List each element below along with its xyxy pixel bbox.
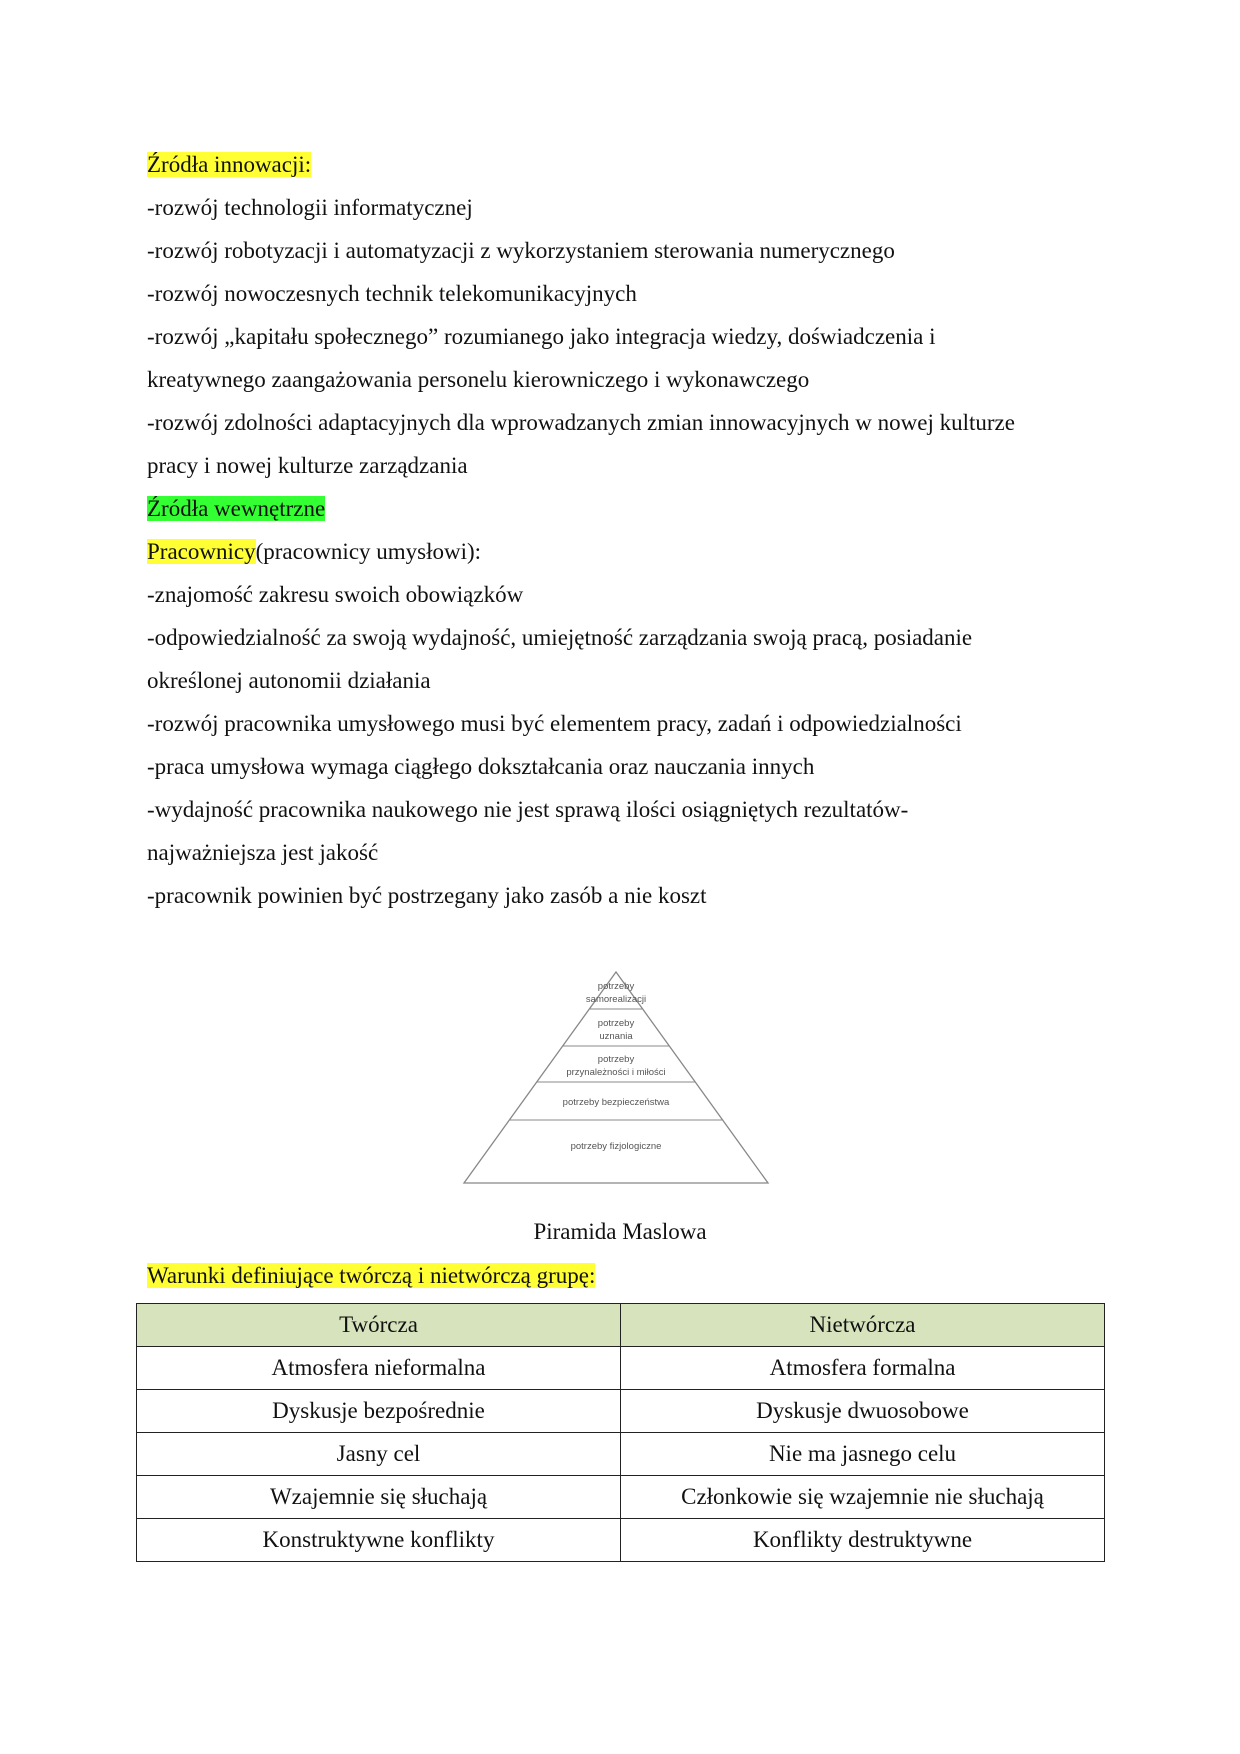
text-line: -rozwój zdolności adaptacyjnych dla wprowadzanych zmian innowacyjnych w nowej kulturze	[147, 410, 1015, 435]
table-cell: Dyskusje dwuosobowe	[621, 1390, 1105, 1433]
table-row	[137, 1390, 1105, 1433]
table-cell: Atmosfera nieformalna	[137, 1347, 621, 1390]
text-line: -rozwój pracownika umysłowego musi być elementem pracy, zadań i odpowiedzialności	[147, 711, 962, 736]
text-line: -odpowiedzialność za swoją wydajność, umiejętność zarządzania swoją pracą, posiadanie	[147, 625, 973, 650]
section-heading-employees: Pracownicy(pracownicy umysłowi):	[147, 539, 482, 564]
text-line: -rozwój nowoczesnych technik telekomunikacyjnych	[147, 281, 637, 306]
pyramid-level-label: potrzeby	[597, 1054, 635, 1065]
groups-table-heading: Warunki definiujące twórczą i nietwórczą grupę:	[147, 1263, 596, 1288]
text-line: -pracownik powinien być postrzegany jako zasób a nie koszt	[147, 883, 707, 908]
text-line: określonej autonomii działania	[147, 668, 431, 693]
text-line: -praca umysłowa wymaga ciągłego dokształcania oraz nauczania innych	[147, 754, 815, 779]
table-cell: Jasny cel	[137, 1433, 621, 1476]
pyramid-caption: Piramida Maslowa	[533, 1219, 707, 1244]
table-row	[137, 1347, 1105, 1390]
table-cell: Konstruktywne konflikty	[137, 1519, 621, 1562]
pyramid-level-label: potrzeby	[597, 981, 635, 992]
text-line: -znajomość zakresu swoich obowiązków	[147, 582, 524, 607]
table-cell: Konflikty destruktywne	[621, 1519, 1105, 1562]
text-line: -rozwój robotyzacji i automatyzacji z wykorzystaniem sterowania numerycznego	[147, 238, 895, 263]
table-cell: Nie ma jasnego celu	[621, 1433, 1105, 1476]
table-cell: Wzajemnie się słuchają	[137, 1476, 621, 1519]
section-heading-internal-sources: Źródła wewnętrzne	[147, 496, 326, 521]
pyramid-level-label: uznania	[599, 1031, 633, 1042]
text-line: pracy i nowej kulturze zarządzania	[147, 453, 468, 478]
pyramid-level-label: potrzeby fizjologiczne	[570, 1141, 662, 1152]
table-row	[137, 1433, 1105, 1476]
text-line: kreatywnego zaangażowania personelu kierowniczego i wykonawczego	[147, 367, 810, 392]
pyramid-level-label: potrzeby bezpieczeństwa	[562, 1097, 670, 1108]
column-header-creative: Twórcza	[137, 1304, 621, 1347]
table-cell: Dyskusje bezpośrednie	[137, 1390, 621, 1433]
creative-groups-table	[136, 1303, 1105, 1562]
table-row	[137, 1519, 1105, 1562]
text-line: -rozwój technologii informatycznej	[147, 195, 473, 220]
table-header-row	[137, 1304, 1105, 1347]
table-cell: Członkowie się wzajemnie nie słuchają	[621, 1476, 1105, 1519]
pyramid-level-label: przynależności i miłości	[566, 1067, 666, 1078]
pyramid-level-label: samorealizacji	[585, 994, 647, 1005]
text-line: -rozwój „kapitału społecznego” rozumianego jako integracja wiedzy, doświadczenia i	[147, 324, 936, 349]
table-cell: Atmosfera formalna	[621, 1347, 1105, 1390]
text-line: najważniejsza jest jakość	[147, 840, 379, 865]
table-row	[137, 1476, 1105, 1519]
maslow-pyramid-diagram	[460, 970, 772, 1190]
text-line: -wydajność pracownika naukowego nie jest sprawą ilości osiągniętych rezultatów-	[147, 797, 909, 822]
notes-text-block	[147, 143, 1107, 917]
pyramid-level-label: potrzeby	[597, 1018, 635, 1029]
section-heading-innovation-sources: Źródła innowacji:	[147, 152, 312, 177]
column-header-noncreative: Nietwórcza	[621, 1304, 1105, 1347]
